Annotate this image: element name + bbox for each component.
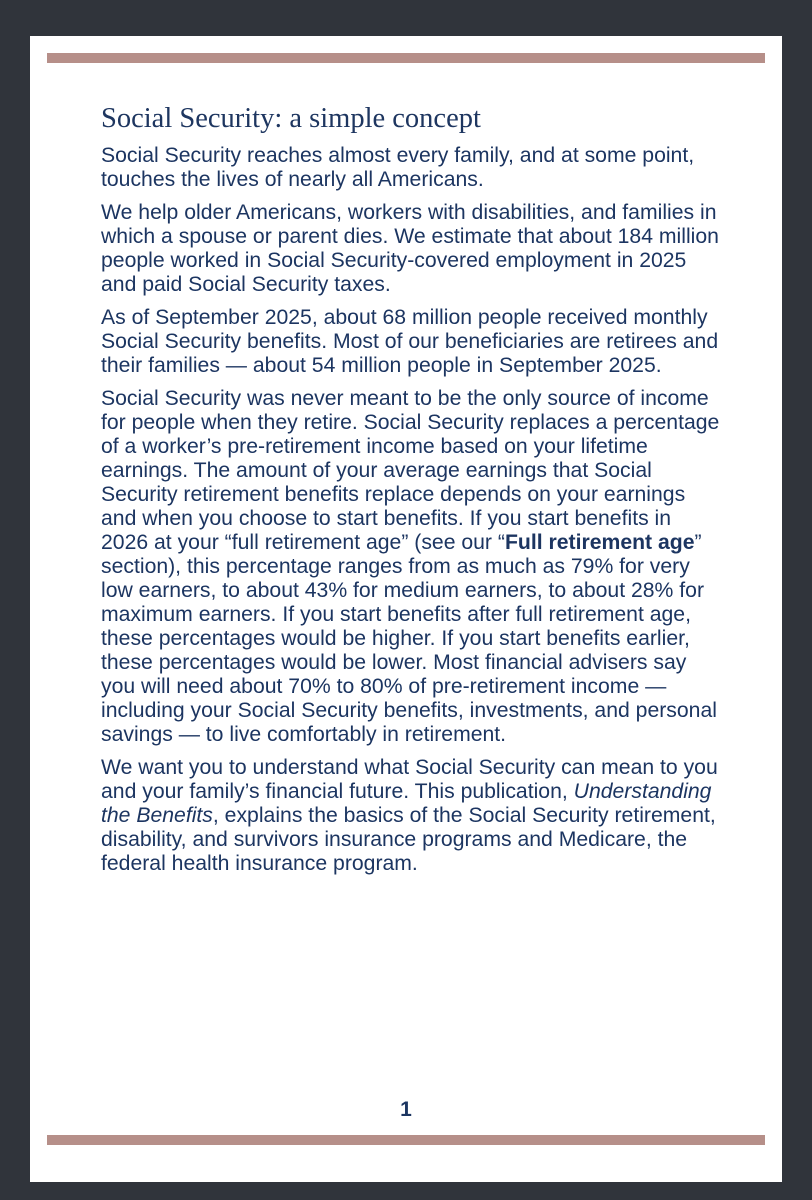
page-number: 1	[400, 1098, 412, 1121]
section-heading: Social Security: a simple concept	[101, 103, 481, 134]
purpose-text-part1: We want you to understand what Social Security can mean to you and your family’s financial future. This publication,	[101, 756, 718, 803]
bottom-divider-rule	[47, 1135, 765, 1145]
purpose-text-part2: , explains the basics of the Social Security retirement, disability, and survivors insurance programs and Medicare, the federal health insurance program.	[101, 804, 716, 875]
paragraph-beneficiaries: As of September 2025, about 68 million people received monthly Social Security benefits. Most of our beneficiaries are retirees and their families — about 54 million people in September 2025.	[101, 306, 719, 377]
replacement-text-part1: Social Security was never meant to be the only source of income for people when they retire. Social Security replaces a percentage of a worker’s pre-retirement income based on your lifetime earnings. The amount of your average earnings that Social Security retirement benefits replace depends on your earnings and when you choose to start benefits. If you start benefits in 2026 at your “full retirement age” (see our “	[101, 387, 720, 554]
paragraph-publication-purpose	[101, 756, 721, 876]
top-divider-rule	[47, 53, 765, 63]
paragraph-replacement-rate	[101, 387, 721, 747]
paragraph-who-we-help: We help older Americans, workers with disabilities, and families in which a spouse or parent dies. We estimate that about 184 million people worked in Social Security-covered employment in 2025 and paid Social Security taxes.	[101, 201, 719, 296]
paragraph-reach: Social Security reaches almost every family, and at some point, touches the lives of nearly all Americans.	[101, 144, 695, 191]
publication-title: Understanding the Benefits	[101, 780, 712, 827]
page-content	[101, 102, 721, 885]
full-retirement-age-reference: Full retirement age	[504, 531, 695, 554]
replacement-text-part2: ” section), this percentage ranges from as much as 79% for very low earners, to about 43% for medium earners, to about 28% for maximum earners. If you start benefits after full retirement age, these percentages would be higher. If you start benefits earlier, these percentages would be lower. Most financial advisers say you will need about 70% to 80% of pre-retirement income — including your Social Security benefits, investments, and personal savings — to live comfortably in retirement.	[101, 531, 717, 746]
document-page	[30, 36, 782, 1182]
